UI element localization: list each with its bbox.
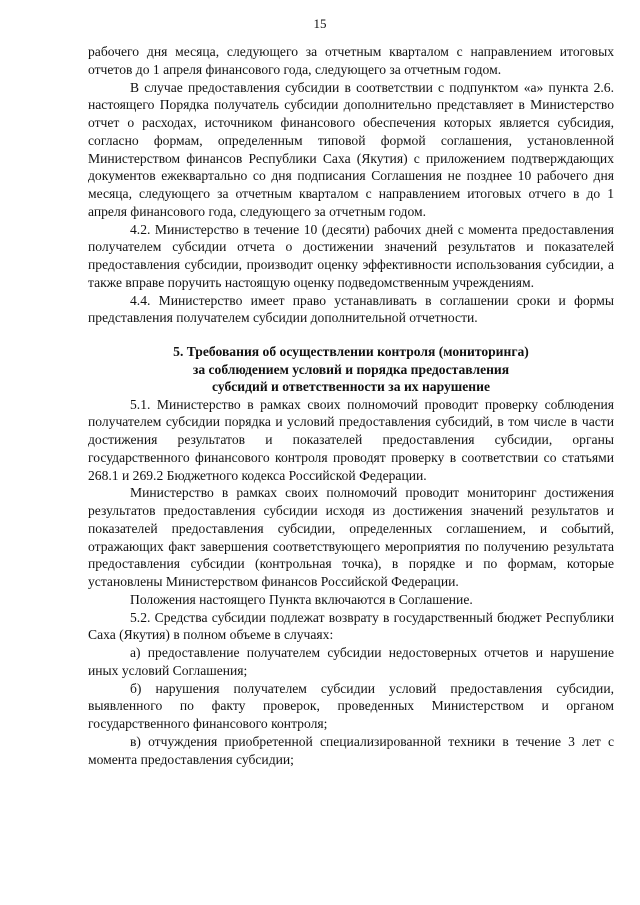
section-heading-line: за соблюдением условий и порядка предоставления bbox=[192, 361, 510, 377]
paragraph: Положения настоящего Пункта включаются в Соглашение. bbox=[130, 591, 473, 607]
section-heading bbox=[88, 343, 614, 396]
paragraph: 5.1. Министерство в рамках своих полномочий проводит проверку соблюдения получателем субсидии порядка и условий предоставления субсидий, в том числе в части достижения результатов и показателей предоставления субсидии, органы государственного финансового контроля проводят проверку в соответствии со статьями 268.1 и 269.2 Бюджетного кодекса Российской Федерации. bbox=[88, 396, 614, 483]
paragraph: В случае предоставления субсидии в соответствии с подпунктом «а» пункта 2.6. настоящего Порядка получатель субсидии дополнительно представляет в Министерство отчет о расходах, источником финансового обеспечения которых является субсидия, согласно формам, определенным типовой формой соглашения, установленной Министерством финансов Республики Саха (Якутия) с приложением подтверждающих документов ежеквартально со дня подписания Соглашения не позднее 10 рабочего дня месяца, следующего за отчетным кварталом с направлением итоговых отчего в до 1 апреля финансового года, следующего за отчетным годом. bbox=[88, 79, 614, 219]
section-heading-line: 5. Требования об осуществлении контроля (мониторинга) bbox=[173, 344, 529, 359]
list-item: а) предоставление получателем субсидии недостоверных отчетов и нарушение иных условий Соглашения; bbox=[88, 645, 614, 678]
page-number: 15 bbox=[313, 16, 327, 31]
section-heading-line: субсидий и ответственности за их нарушение bbox=[211, 379, 490, 394]
paragraph: 4.2. Министерство в течение 10 (десяти) рабочих дней с момента предоставления получателем субсидии отчета о достижении значений результатов и показателей предоставления субсидии, производит оценку эффективности использования субсидии, а также вправе поручить настоящую оценку подведомственным учреждениям. bbox=[88, 221, 614, 290]
list-item: в) отчуждения приобретенной специализированной техники в течение 3 лет с момента предоставления субсидии; bbox=[88, 733, 614, 767]
paragraph: 4.4. Министерство имеет право устанавливать в соглашении сроки и формы представления получателем субсидии дополнительной отчетности. bbox=[88, 292, 614, 326]
document-body bbox=[88, 43, 614, 768]
paragraph: Министерство в рамках своих полномочий проводит мониторинг достижения результатов предоставления субсидии исходя из достижения значений результатов и показателей предоставления субсидии, определенных соглашением, и событий, отражающих факт завершения соответствующего мероприятия по получению результата предоставления субсидии (контрольная точка), в порядке и по формам, которые установлены Министерством финансов Российской Федерации. bbox=[88, 485, 614, 589]
list-item: б) нарушения получателем субсидии условий предоставления субсидии, выявленного по факту проверок, проведенных Министерством и органом государственного финансового контроля; bbox=[88, 680, 614, 731]
paragraph: 5.2. Средства субсидии подлежат возврату в государственный бюджет Республики Саха (Якутия) в полном объеме в случаях: bbox=[88, 609, 614, 643]
paragraph: рабочего дня месяца, следующего за отчетным кварталом с направлением итоговых отчетов до 1 апреля финансового года, следующего за отчетным годом. bbox=[88, 44, 614, 77]
